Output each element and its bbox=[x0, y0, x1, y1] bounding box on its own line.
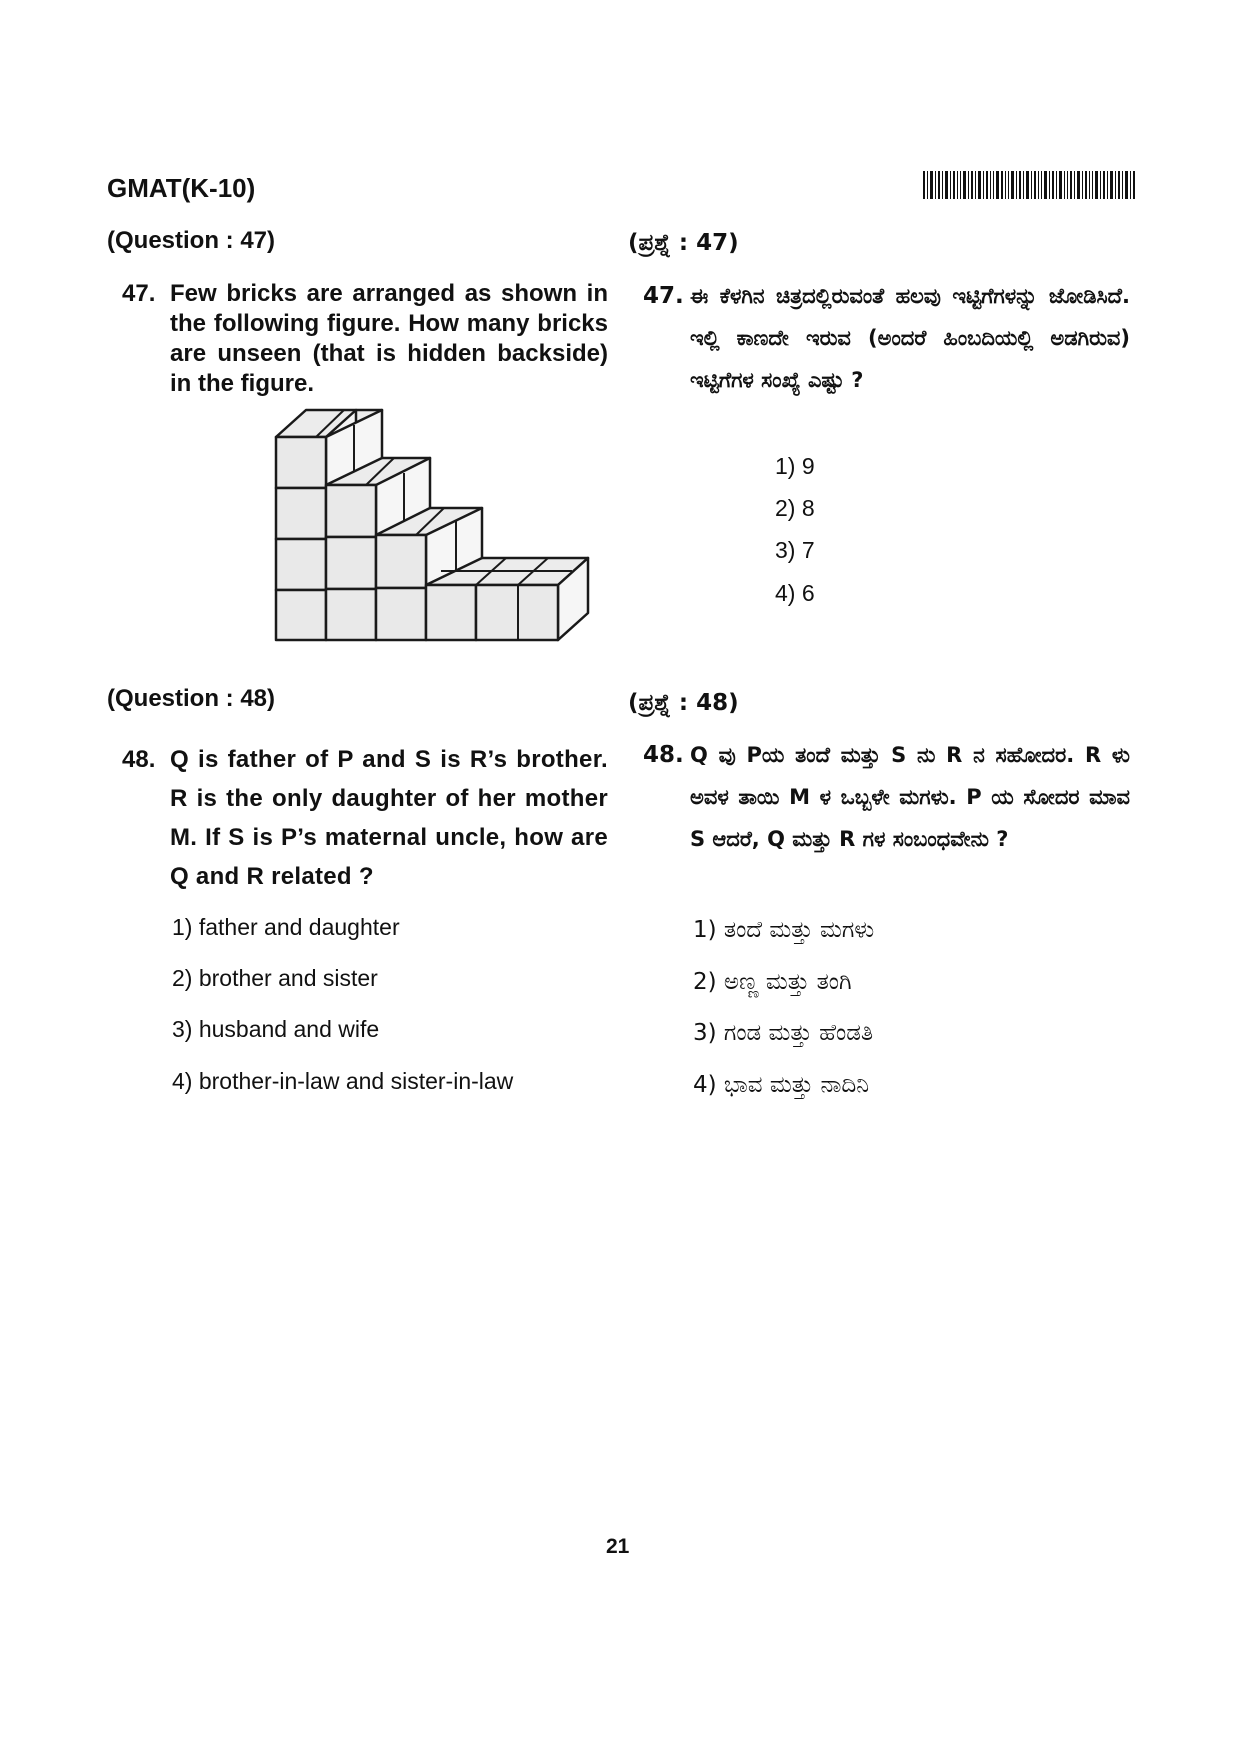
q47-kannada-heading: (ಪ್ರಶ್ನೆ : 47) bbox=[628, 230, 739, 256]
exam-code: GMAT(K-10) bbox=[107, 173, 256, 203]
q47-option-2[interactable]: 2) 8 bbox=[775, 495, 815, 521]
q48-english-option-1[interactable]: 1) father and daughter bbox=[172, 914, 400, 940]
page-number: 21 bbox=[606, 1535, 630, 1558]
q47-kannada-text: ಈ ಕೆಳಗಿನ ಚಿತ್ರದಲ್ಲಿರುವಂತೆ ಹಲವು ಇಟ್ಟಿಗೆಗಳನ್ನು ಜೋಡಿಸಿದೆ. ಇಲ್ಲಿ ಕಾಣದೇ ಇರುವ (ಅಂದರೆ ಹಿಂಬದಿಯಲ್ಲಿ ಅಡಗಿರುವ) ಇಟ್ಟಿಗೆಗಳ ಸಂಖ್ಯೆ ಎಷ್ಟು ? bbox=[690, 284, 1130, 392]
q47-kannada-number: 47. bbox=[643, 283, 684, 309]
q48-english-option-3[interactable]: 3) husband and wife bbox=[172, 1016, 380, 1042]
q47-english-text: Few bricks are arranged as shown in the following figure. How many bricks are unseen (that is hidden backside) in the figure. bbox=[170, 280, 608, 397]
q48-kannada-number: 48. bbox=[643, 742, 684, 768]
q48-english-number: 48. bbox=[122, 746, 156, 773]
q48-kannada-option-4[interactable]: 4) ಭಾವ ಮತ್ತು ನಾದಿನಿ bbox=[693, 1072, 870, 1098]
q47-option-4[interactable]: 4) 6 bbox=[775, 580, 815, 606]
barcode-icon bbox=[923, 171, 1135, 199]
q48-kannada-heading: (ಪ್ರಶ್ನೆ : 48) bbox=[628, 690, 739, 716]
q47-english-number: 47. bbox=[122, 280, 156, 307]
brick-stack-figure bbox=[270, 405, 600, 645]
q48-english-heading: (Question : 48) bbox=[107, 685, 276, 712]
q47-english-heading: (Question : 47) bbox=[107, 227, 276, 254]
q47-option-1[interactable]: 1) 9 bbox=[775, 453, 815, 479]
q48-english-text: Q is father of P and S is R’s brother. R is the only daughter of her mother M. If S is P’s maternal uncle, how are Q and R related ? bbox=[170, 746, 608, 890]
q48-kannada-option-2[interactable]: 2) ಅಣ್ಣ ಮತ್ತು ತಂಗಿ bbox=[693, 969, 852, 995]
q48-kannada-text: Q ವು Pಯ ತಂದೆ ಮತ್ತು S ನು R ನ ಸಹೋದರ. R ಳು ಅವಳ ತಾಯಿ M ಳ ಒಬ್ಬಳೇ ಮಗಳು. P ಯ ಸೋದರ ಮಾವ S ಆದರೆ, Q ಮತ್ತು R ಗಳ ಸಂಬಂಧವೇನು ? bbox=[690, 743, 1130, 851]
q48-kannada-option-1[interactable]: 1) ತಂದೆ ಮತ್ತು ಮಗಳು bbox=[693, 917, 875, 943]
q48-kannada-option-3[interactable]: 3) ಗಂಡ ಮತ್ತು ಹೆಂಡತಿ bbox=[693, 1020, 874, 1046]
q47-option-3[interactable]: 3) 7 bbox=[775, 537, 815, 563]
q48-english-option-4[interactable]: 4) brother-in-law and sister-in-law bbox=[172, 1068, 514, 1094]
q48-english-option-2[interactable]: 2) brother and sister bbox=[172, 965, 378, 991]
